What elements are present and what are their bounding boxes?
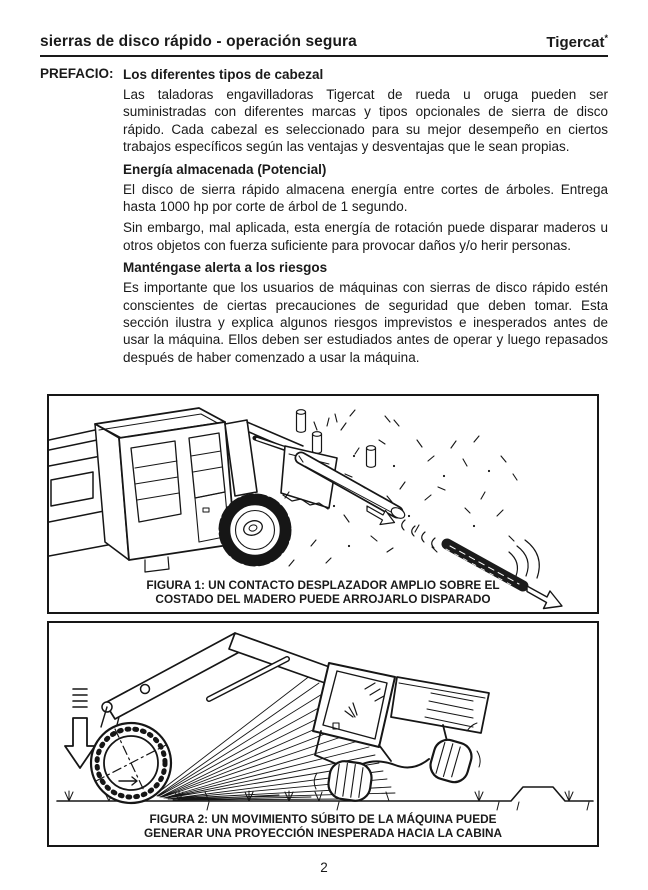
text-column bbox=[123, 66, 608, 370]
section-heading-stored-energy: Energía almacenada (Potencial) bbox=[123, 161, 327, 177]
figure-2-caption bbox=[49, 813, 597, 840]
front-wheel bbox=[327, 760, 374, 803]
figure-1-frame bbox=[47, 394, 599, 614]
speed-marks bbox=[402, 520, 435, 548]
page-number: 2 bbox=[320, 860, 328, 876]
saw-disc-log bbox=[91, 723, 171, 803]
figure-1-caption bbox=[49, 579, 597, 606]
figure-1-caption-line-2: COSTADO DEL MADERO PUEDE ARROJARLO DISPARADO bbox=[155, 591, 491, 606]
brand-mark: * bbox=[604, 33, 608, 43]
tire bbox=[224, 499, 286, 561]
brand-name: Tigercat bbox=[546, 34, 605, 51]
brand-wordmark bbox=[546, 33, 608, 51]
body-content bbox=[40, 66, 608, 370]
rear-wheel bbox=[427, 737, 475, 786]
page-header bbox=[40, 33, 608, 57]
figure-2-caption-line-2: GENERAR UNA PROYECCIÓN INESPERADA HACIA LA CABINA bbox=[143, 825, 503, 840]
cab bbox=[313, 663, 395, 747]
paragraph-stored-energy-1: El disco de sierra rápido almacena energía entre cortes de árboles. Entrega hasta 1000 hp por corte de árbol de 1 segundo. bbox=[123, 181, 608, 215]
figure-2-caption-line-1: FIGURA 2: UN MOVIMIENTO SÚBITO DE LA MÁQUINA PUEDE bbox=[149, 812, 497, 827]
document-title: sierras de disco rápido - operación segura bbox=[40, 33, 357, 50]
paragraph-stored-energy-2: Sin embargo, mal aplicada, esta energía de rotación puede disparar maderos u otros objetos con fuerza suficiente para provocar daños y/o herir personas. bbox=[123, 220, 608, 253]
figure-1-caption-line-1: FIGURA 1: UN CONTACTO DESPLAZADOR AMPLIO SOBRE EL bbox=[146, 578, 500, 593]
section-heading-stay-alert: Manténgase alerta a los riesgos bbox=[123, 260, 328, 276]
paragraph-head-types: Las taladoras engavilladoras Tigercat de rueda u oruga pueden ser suministradas con diferentes marcas y tipos opcionales de sierra de disco rápido. Cada cabezal es seleccionado para su mejor desempeño en ciertos trabajos específicos según las ventajas y desventajas que le sean propias. bbox=[123, 87, 608, 155]
section-heading-head-types: Los diferentes tipos de cabezal bbox=[123, 67, 324, 82]
feller-buncher-tracked-drawing bbox=[57, 633, 593, 810]
prefacio-label: PREFACIO: bbox=[40, 66, 114, 81]
figure-2-frame bbox=[47, 621, 599, 847]
paragraph-stay-alert: Es importante que los usuarios de máquinas con sierras de disco rápido estén conscientes de ciertas precauciones de seguridad que deben tomar. Esta sección ilustra y explica algunos riesgos imprevistos e inesperados antes de usar la máquina. Ellos deben ser estudiados antes de operar y luego repasados después de haber comenzado a usar la máquina. bbox=[123, 280, 608, 365]
